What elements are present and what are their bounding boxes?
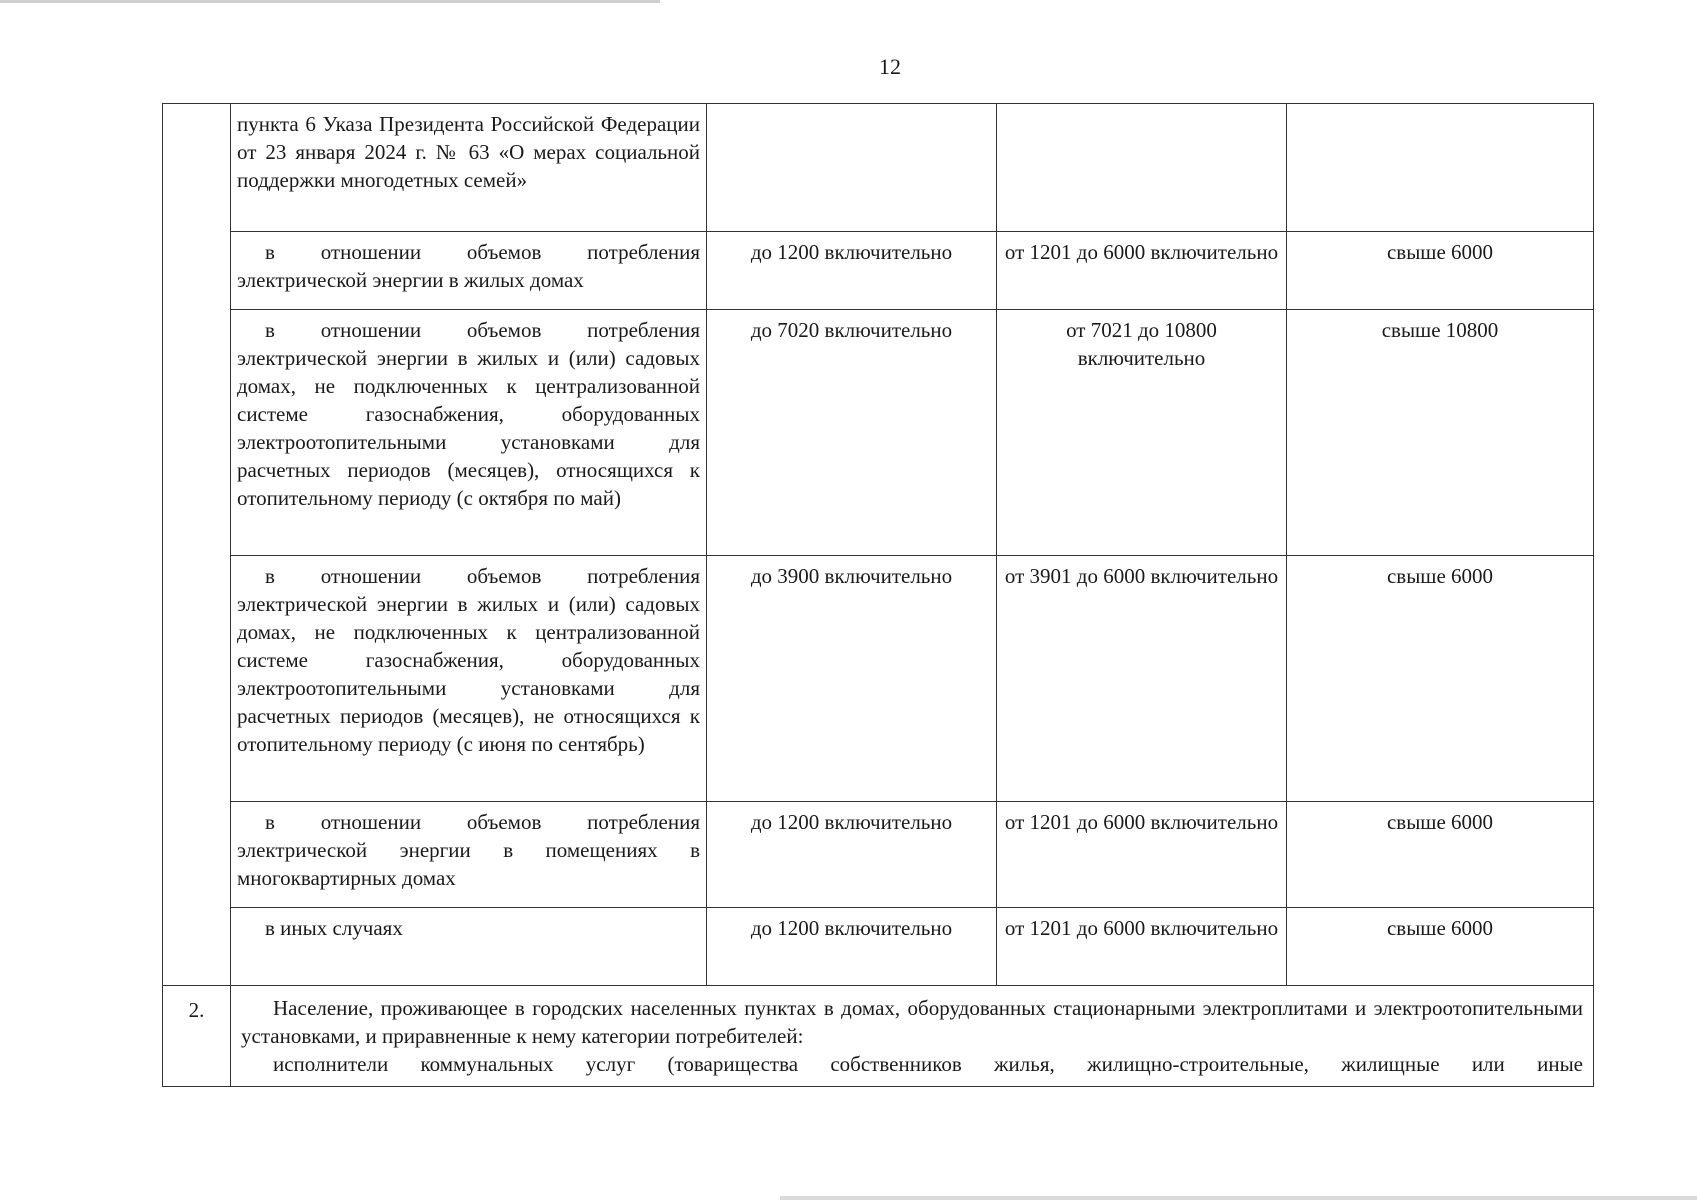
row-number-cell <box>163 104 231 986</box>
row-description: пункта 6 Указа Президента Российской Федерации от 23 января 2024 г. № 63 «О мерах социальной поддержки многодетных семей» <box>231 104 707 232</box>
section-paragraph: исполнители коммунальных услуг (товарищества собственников жилья, жилищно-строительные, жилищные или иные <box>273 1052 1583 1076</box>
range-low-cell: до 3900 включительно <box>707 556 997 802</box>
range-low-cell: до 1200 включительно <box>707 232 997 310</box>
section-number: 2. <box>163 986 231 1087</box>
range-mid-cell: от 1201 до 6000 включительно <box>997 802 1287 908</box>
range-mid-cell: от 7021 до 10800 включительно <box>997 310 1287 556</box>
row-description: в отношении объемов потребления электрической энергии в жилых и (или) садовых домах, не подключенных к централизованной системе газоснабжения, оборудованных электроотопительными установками для расчетных периодов (месяцев), не относящихся к отопительному периоду (с июня по сентябрь) <box>231 556 707 802</box>
section-description <box>231 986 1594 1087</box>
range-mid-cell: от 3901 до 6000 включительно <box>997 556 1287 802</box>
table-row <box>163 802 1594 908</box>
row-description: в иных случаях <box>231 908 707 986</box>
range-high-cell: свыше 6000 <box>1287 802 1594 908</box>
page-number: 12 <box>879 54 901 79</box>
tariff-table <box>162 103 1594 1087</box>
section-paragraph: Население, проживающее в городских населенных пунктах в домах, оборудованных стационарными электроплитами и электроотопительными установками, и приравненные к нему категории потребителей: <box>241 996 1583 1048</box>
range-low-cell: до 1200 включительно <box>707 908 997 986</box>
range-mid-cell: от 1201 до 6000 включительно <box>997 232 1287 310</box>
range-low-cell: до 7020 включительно <box>707 310 997 556</box>
range-high-cell: свыше 6000 <box>1287 232 1594 310</box>
table-row <box>163 310 1594 556</box>
range-mid-cell <box>997 104 1287 232</box>
row-description: в отношении объемов потребления электрической энергии в помещениях в многоквартирных домах <box>231 802 707 908</box>
range-high-cell: свыше 6000 <box>1287 556 1594 802</box>
range-high-cell: свыше 10800 <box>1287 310 1594 556</box>
range-low-cell: до 1200 включительно <box>707 802 997 908</box>
table-row <box>163 556 1594 802</box>
range-mid-cell: от 1201 до 6000 включительно <box>997 908 1287 986</box>
row-description: в отношении объемов потребления электрической энергии в жилых домах <box>231 232 707 310</box>
range-high-cell <box>1287 104 1594 232</box>
scan-edge-bottom <box>780 1196 1697 1200</box>
scan-edge-top <box>0 0 660 3</box>
row-description: в отношении объемов потребления электрической энергии в жилых и (или) садовых домах, не подключенных к централизованной системе газоснабжения, оборудованных электроотопительными установками для расчетных периодов (месяцев), относящихся к отопительному периоду (с октября по май) <box>231 310 707 556</box>
table-row <box>163 104 1594 232</box>
table-row <box>163 908 1594 986</box>
table-row <box>163 232 1594 310</box>
range-low-cell <box>707 104 997 232</box>
range-high-cell: свыше 6000 <box>1287 908 1594 986</box>
table-row <box>163 986 1594 1087</box>
